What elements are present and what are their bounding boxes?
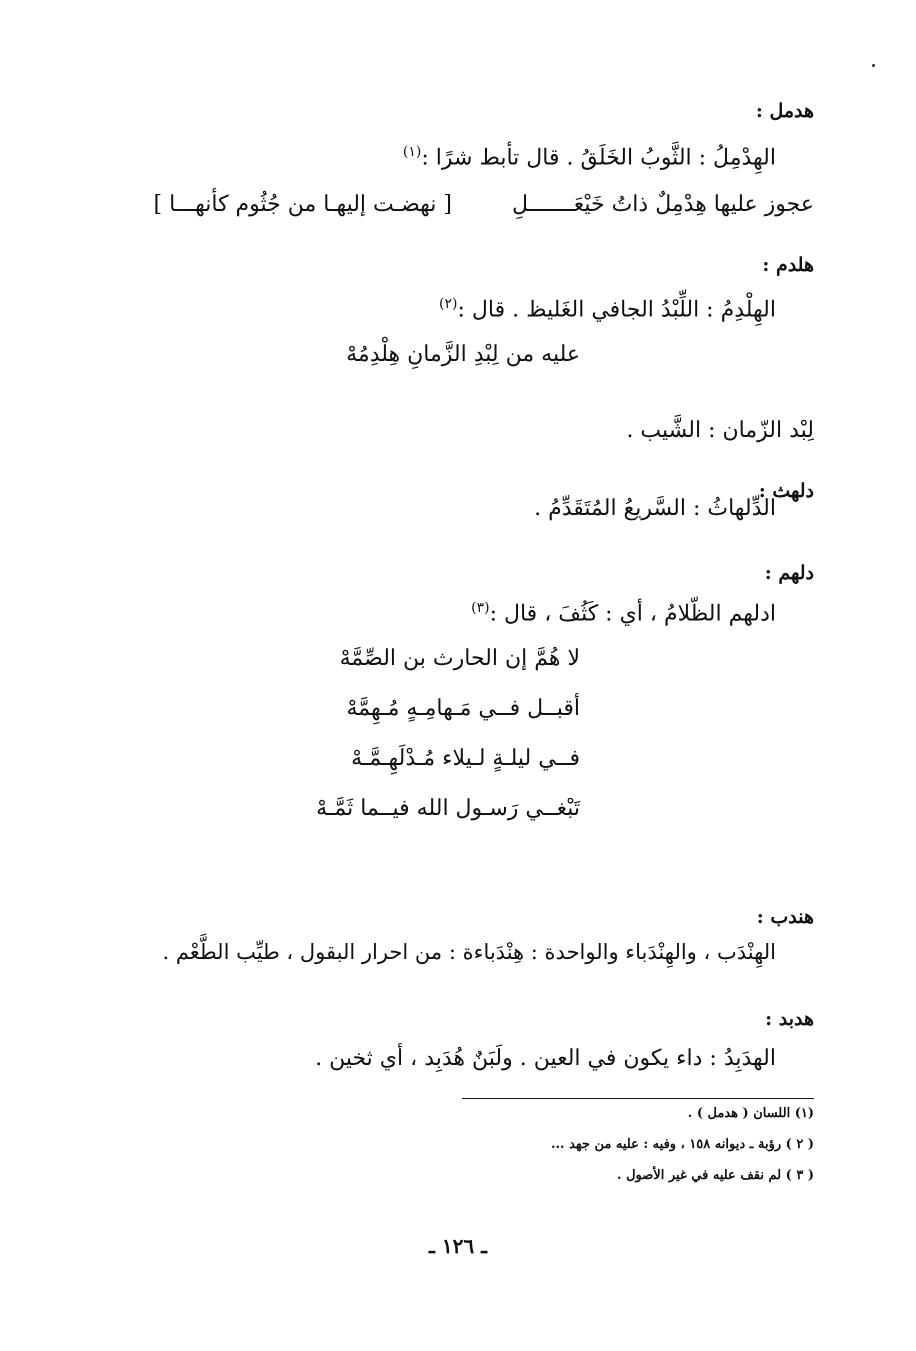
verse-line: أقبــل فــي مَـهامِـهٍ مُـهِمَّهْ — [346, 696, 580, 721]
definition-hadmal — [403, 144, 776, 170]
definition-hadmal-text: الهِدْمِلُ : الثَّوبُ الخَلَقُ . قال تأبط شرًا : — [421, 145, 776, 171]
verse-line: لا هُمَّ إن الحارث بن الصِّمَّهْ — [339, 646, 580, 671]
footnote-divider — [462, 1098, 814, 1099]
footnote: (١) اللسان ( هدمل ) . — [687, 1106, 814, 1121]
footnote: ( ٢ ) رؤبة ـ ديوانه ١٥٨ ، وفيه : عليه من جهد ... — [551, 1137, 814, 1152]
headword-haldam: هلدم : — [762, 254, 814, 276]
verse-haldam: عليه من لِبْدِ الزَّمانِ هِلْدِمُهْ — [346, 342, 580, 367]
verse-line: تَبْغــي رَسـول الله فيــما ثَمَّـهْ — [316, 796, 580, 821]
footnote: ( ٣ ) لم نقف عليه في غير الأصول . — [617, 1168, 814, 1183]
headword-hudabid: هدبد : — [765, 1008, 814, 1030]
verse-hadmal-first-hemistich: عجوز عليها هِدْمِلٌ ذاتُ خَيْعَـــــــلِ — [511, 192, 814, 217]
verse-hadmal-second-hemistich: [ نهضـت إليهـا من جُثُوم كأنهـــا ] — [153, 192, 452, 217]
verse-line: فــي ليلـةٍ لـيلاء مُـدْلَهِـمَّـهْ — [351, 746, 580, 771]
scan-speck — [872, 64, 875, 67]
definition-haldam — [439, 296, 776, 322]
footnote-ref-1: (١) — [402, 144, 422, 160]
headword-hadmal: هدمل : — [755, 100, 814, 122]
headword-dalhath: دلهث : — [758, 480, 814, 502]
footnote-ref-3: (٣) — [471, 600, 490, 616]
footnote-ref-2: (٢) — [439, 296, 458, 312]
headword-dalham: دلهم : — [764, 562, 814, 584]
definition-hudabid: الهدَبِدُ : داء يكون في العين . ولَبَنٌ هُدَبِد ، أي ثخين . — [315, 1046, 776, 1071]
headword-hindab: هندب : — [756, 906, 814, 928]
gloss-haldam: لِبْد الزّمان : الشَّيب . — [626, 418, 814, 443]
definition-dalham-text: ادلهم الظّلامُ ، أي : كَثُفَ ، قال : — [489, 601, 776, 627]
definition-dalham — [471, 600, 776, 626]
page-number: ـ ١٢٦ ـ — [429, 1234, 487, 1258]
definition-dalhath: الدِّلهاثُ : السَّريعُ المُتَقَدِّمُ . — [534, 496, 776, 521]
definition-hindab: الهِنْدَب ، والهِنْدَباء والواحدة : هِنْدَباءة : من احرار البقول ، طيِّب الطَّعْم . — [162, 940, 776, 964]
definition-haldam-text: الهِلْدِمُ : اللِّبْدُ الجافي الغَليظ . قال : — [457, 297, 776, 323]
